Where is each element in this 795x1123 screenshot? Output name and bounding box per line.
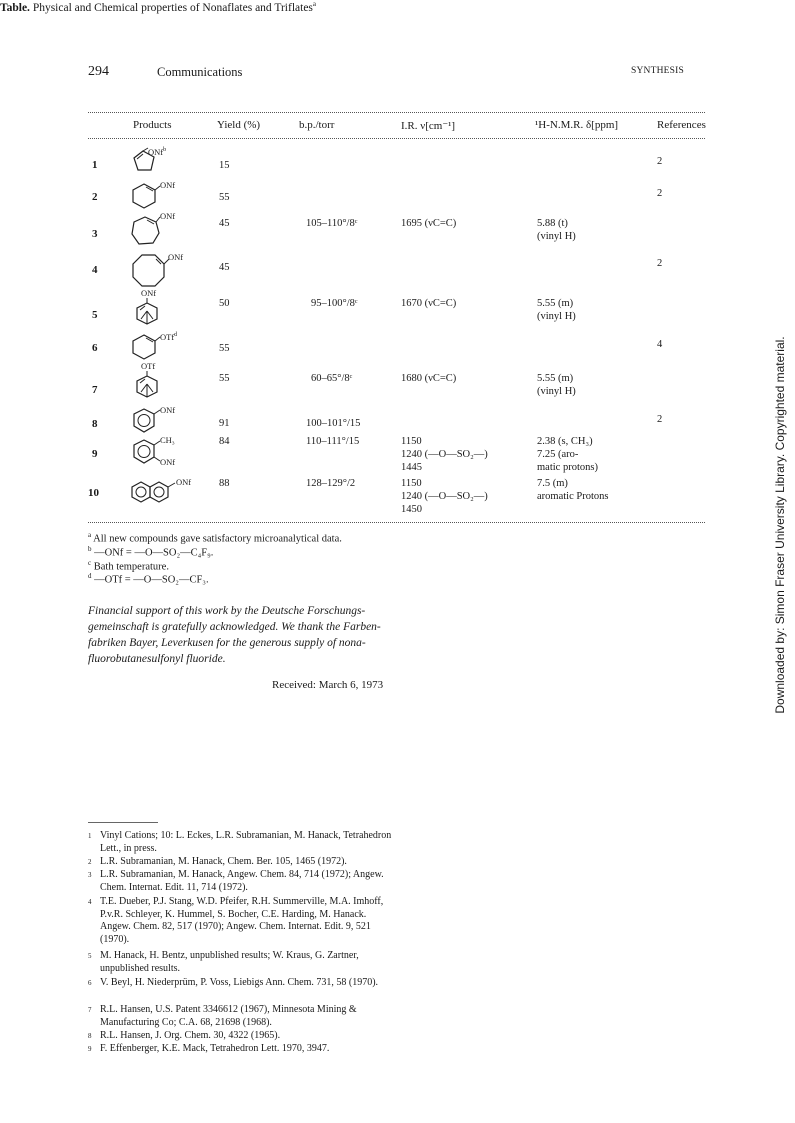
journal-name: SYNTHESIS [631,66,685,76]
nmr-value: (vinyl H) [537,231,576,242]
ir-value: 1680 (νC=C) [401,373,457,384]
group-label: OTf [141,361,156,371]
yield-value: 50 [219,298,230,309]
nmr-value: 5.55 (m) [537,373,574,384]
table-caption-label: Table. [0,1,30,14]
row-number: 6 [92,342,98,354]
reference-item: 4 T.E. Dueber, P.J. Stang, W.D. Pfeifer, R.H. Summerville, M.A. Imhoff, P.v.R. Schleyer, K. Hummel, S. Bocher, C.E. Harding, M. Hanack. Angew. Chem. 82, 517 (1970); Angew. Chem. Internat. Edit. 9, 521 (1970). [88,896,384,945]
bp-value: 95–100°/8ᶜ [311,298,358,309]
group-label: ONf [160,180,176,190]
ir-value: 1450 [401,504,422,515]
bp-value: 128–129°/2 [306,478,356,489]
reference-value: 2 [657,188,663,199]
reference-item: 2 L.R. Subramanian, M. Hanack, Chem. Ber. 105, 1465 (1972). [88,856,347,867]
group-label: ONf [160,405,176,415]
acknowledgement-line: fabriken Bayer, Leverkusen for the generous supply of nona- [88,637,366,649]
nmr-value: 7.25 (aro- [537,449,579,460]
acknowledgement [88,603,408,667]
ir-value: 1670 (νC=C) [401,298,457,309]
nmr-value: matic protons) [537,462,598,473]
reference-value: 4 [657,339,663,350]
nmr-value: 5.55 (m) [537,298,574,309]
table-caption [0,0,795,14]
col-header-yield: Yield (%) [217,119,261,131]
reference-item: 5 M. Hanack, H. Bentz, unpublished results; W. Kraus, G. Zartner, unpublished results. [88,950,359,974]
col-header-ir: I.R. ν[cm⁻¹] [401,120,456,132]
group-label: ONf [168,252,184,262]
col-header-bp: b.p./torr [299,119,335,131]
group-label: CH₃ [160,435,175,445]
nmr-value: (vinyl H) [537,386,576,397]
row-number: 4 [92,264,98,276]
table-caption-text: Physical and Chemical properties of Nonaflates and Triflates [32,1,313,14]
col-header-nmr: ¹H-N.M.R. δ[ppm] [535,119,619,131]
reference-value: 2 [657,156,663,167]
header-rule [88,138,705,139]
table-footnote: $^c$ Bath temperature. [88,559,169,573]
nmr-value: (vinyl H) [537,311,576,322]
section-title: Communications [157,65,243,79]
structure-phenyl [129,406,161,441]
structure-cyclohexenyl [128,180,160,217]
nmr-value: aromatic Protons [537,491,609,502]
table-top-rule [88,112,705,113]
structure-naphthyl [129,479,179,512]
row-number: 10 [88,487,99,499]
table-footnote: $^a$ All new compounds gave satisfactory microanalytical data. [88,531,342,545]
download-notice: Downloaded by: Simon Fraser University Library. Copyrighted material. [773,336,787,714]
acknowledgement-line: gemeinschaft is gratefully acknowledged. We thank the Farben- [88,621,381,633]
structure-cycloheptenyl [127,213,163,254]
yield-value: 15 [219,160,230,171]
yield-value: 45 [219,262,230,273]
ir-value: 1445 [401,462,422,473]
acknowledgement-line: fluorobutanesulfonyl fluoride. [88,653,226,665]
bp-value: 110–111°/15 [306,436,360,447]
structure-bicyclic [133,371,161,406]
structure-bicyclic [133,298,161,333]
reference-item: 6 V. Beyl, H. Niederprüm, P. Voss, Liebigs Ann. Chem. 731, 58 (1970). [88,977,379,988]
bp-value: 60–65°/8ᶜ [311,373,353,384]
group-label: ONf [176,477,192,487]
yield-value: 55 [219,373,230,384]
row-number: 2 [92,191,98,203]
row-number: 9 [92,448,98,460]
reference-value: 2 [657,258,663,269]
page-number: 294 [88,64,109,79]
group-label: ONf [160,211,176,221]
nmr-value: 7.5 (m) [537,478,568,489]
row-number: 5 [92,309,98,321]
col-header-products: Products [133,119,172,131]
yield-value: 91 [219,418,230,429]
received-date: Received: March 6, 1973 [272,679,384,691]
yield-value: 88 [219,478,230,489]
nmr-value: 2.38 (s, CH₃) [537,436,593,447]
reference-item: 1 Vinyl Cations; 10: L. Eckes, L.R. Subramanian, M. Hanack, Tetrahedron Lett., in press. [88,830,392,854]
group-label: OTf$^d$ [160,331,178,342]
row-number: 1 [92,159,98,171]
table-footnote: $^d$ —OTf = —O—SO₂—CF₃. [88,572,209,586]
row-number: 7 [92,384,98,396]
table-bottom-rule [88,522,705,523]
yield-value: 55 [219,343,230,354]
references-rule [88,822,158,823]
structure-tolyl [129,437,161,472]
reference-item: 7 R.L. Hansen, U.S. Patent 3346612 (1967), Minnesota Mining & Manufacturing Co; C.A. 68, 21698 (1968). [88,1004,357,1028]
nmr-value: 5.88 (t) [537,218,568,229]
ir-value: 1695 (νC=C) [401,218,457,229]
yield-value: 45 [219,218,230,229]
ir-value: 1150 [401,478,422,489]
group-label: ONf [141,288,157,298]
row-number: 3 [92,228,98,240]
ir-value: 1240 (—O—SO₂—) [401,449,488,460]
yield-value: 84 [219,436,230,447]
reference-item: 9 F. Effenberger, K.E. Mack, Tetrahedron Lett. 1970, 3947. [88,1043,330,1054]
table-caption-sup: a [312,0,317,8]
bp-value: 100–101°/15 [306,418,361,429]
reference-item: 8 R.L. Hansen, J. Org. Chem. 30, 4322 (1965). [88,1030,281,1041]
col-header-references: References [657,119,706,131]
acknowledgement-line: Financial support of this work by the Deutsche Forschungs- [88,605,366,617]
ir-value: 1150 [401,436,422,447]
ir-value: 1240 (—O—SO₂—) [401,491,488,502]
bp-value: 105–110°/8ᶜ [306,218,358,229]
group-label: ONf [160,457,176,467]
table-footnote: $^b$ —ONf = —O—SO₂—C₄F₉. [88,545,214,559]
reference-item: 3 L.R. Subramanian, M. Hanack, Angew. Chem. 84, 714 (1972); Angew. Chem. Internat. Edit. 11, 714 (1972). [88,869,384,893]
row-number: 8 [92,418,98,430]
yield-value: 55 [219,192,230,203]
group-label: ONf$^b$ [148,146,167,157]
reference-value: 2 [657,414,663,425]
